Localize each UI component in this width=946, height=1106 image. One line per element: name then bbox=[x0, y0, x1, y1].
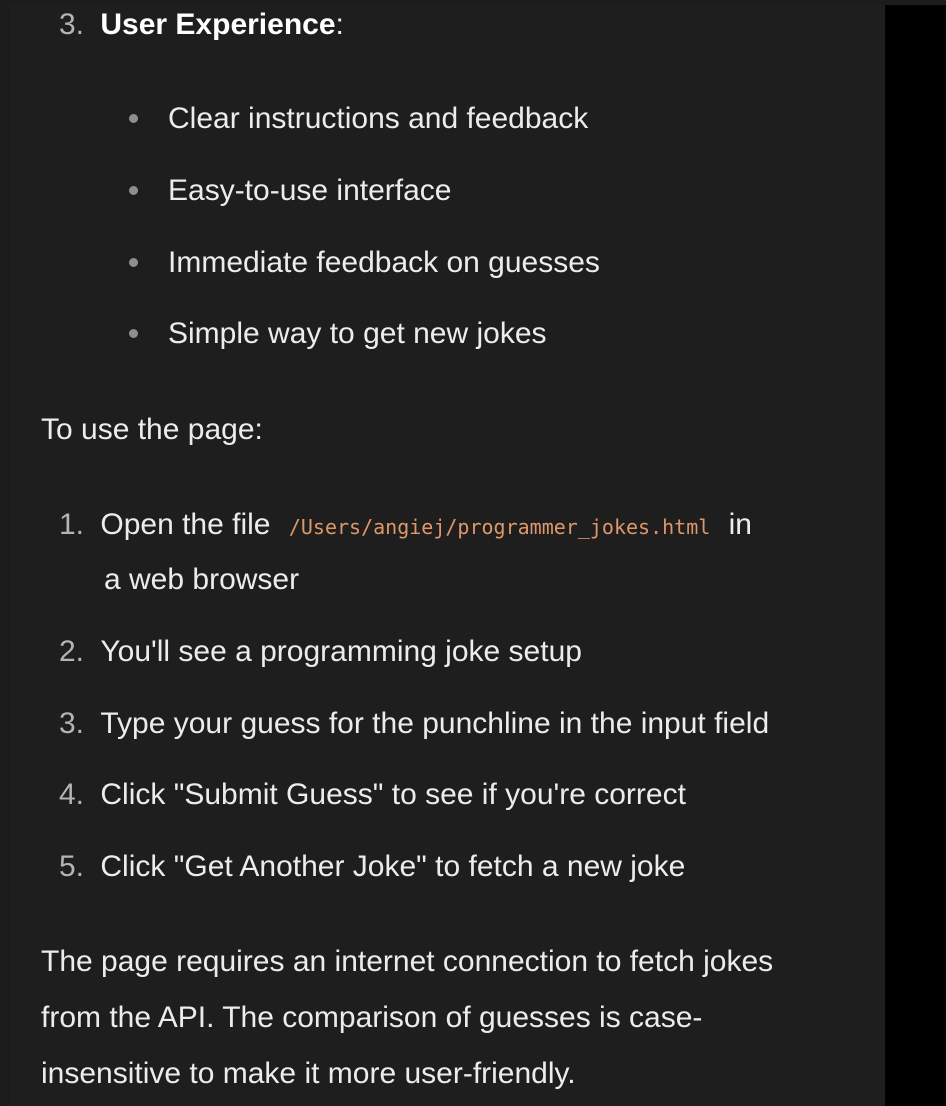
step-number: 5. bbox=[59, 850, 85, 883]
bullet-dot bbox=[129, 114, 138, 123]
step-3 bbox=[59, 709, 769, 739]
bullet-item: Immediate feedback on guesses bbox=[168, 246, 600, 279]
step-text-after: in bbox=[728, 508, 752, 541]
footer-line: insensitive to make it more user-friendly. bbox=[41, 1057, 576, 1090]
step-4 bbox=[59, 780, 686, 810]
step-number: 1. bbox=[59, 508, 85, 541]
bullet-item: Simple way to get new jokes bbox=[168, 317, 547, 350]
section-title-colon: : bbox=[335, 8, 344, 41]
step-text: You'll see a programming joke setup bbox=[100, 635, 582, 668]
step-text: Open the file bbox=[100, 508, 271, 541]
left-edge bbox=[0, 0, 10, 1106]
step-text: Type your guess for the punchline in the input field bbox=[100, 707, 770, 740]
bullet-dot bbox=[129, 258, 138, 267]
section-number: 3. bbox=[59, 8, 85, 41]
section-title: User Experience bbox=[100, 8, 336, 41]
footer-line: The page requires an internet connection to fetch jokes bbox=[41, 945, 774, 978]
footer-line: from the API. The comparison of guesses is case- bbox=[41, 1001, 703, 1034]
section-heading bbox=[59, 10, 344, 40]
bullet-dot bbox=[129, 186, 138, 195]
usage-intro: To use the page: bbox=[41, 413, 263, 446]
file-path-code: /Users/angiej/programmer_jokes.html bbox=[288, 515, 711, 539]
chat-message-panel bbox=[10, 5, 885, 1106]
step-1-continuation: a web browser bbox=[104, 563, 300, 596]
bullet-item: Easy-to-use interface bbox=[168, 174, 452, 207]
step-number: 2. bbox=[59, 635, 85, 668]
step-text: Click "Submit Guess" to see if you're correct bbox=[100, 778, 686, 811]
step-number: 4. bbox=[59, 778, 85, 811]
step-2 bbox=[59, 637, 582, 667]
step-5 bbox=[59, 852, 685, 882]
step-1 bbox=[59, 510, 752, 540]
step-text: Click "Get Another Joke" to fetch a new joke bbox=[100, 850, 686, 883]
bullet-dot bbox=[129, 329, 138, 338]
step-number: 3. bbox=[59, 707, 85, 740]
bullet-item: Clear instructions and feedback bbox=[168, 102, 589, 135]
